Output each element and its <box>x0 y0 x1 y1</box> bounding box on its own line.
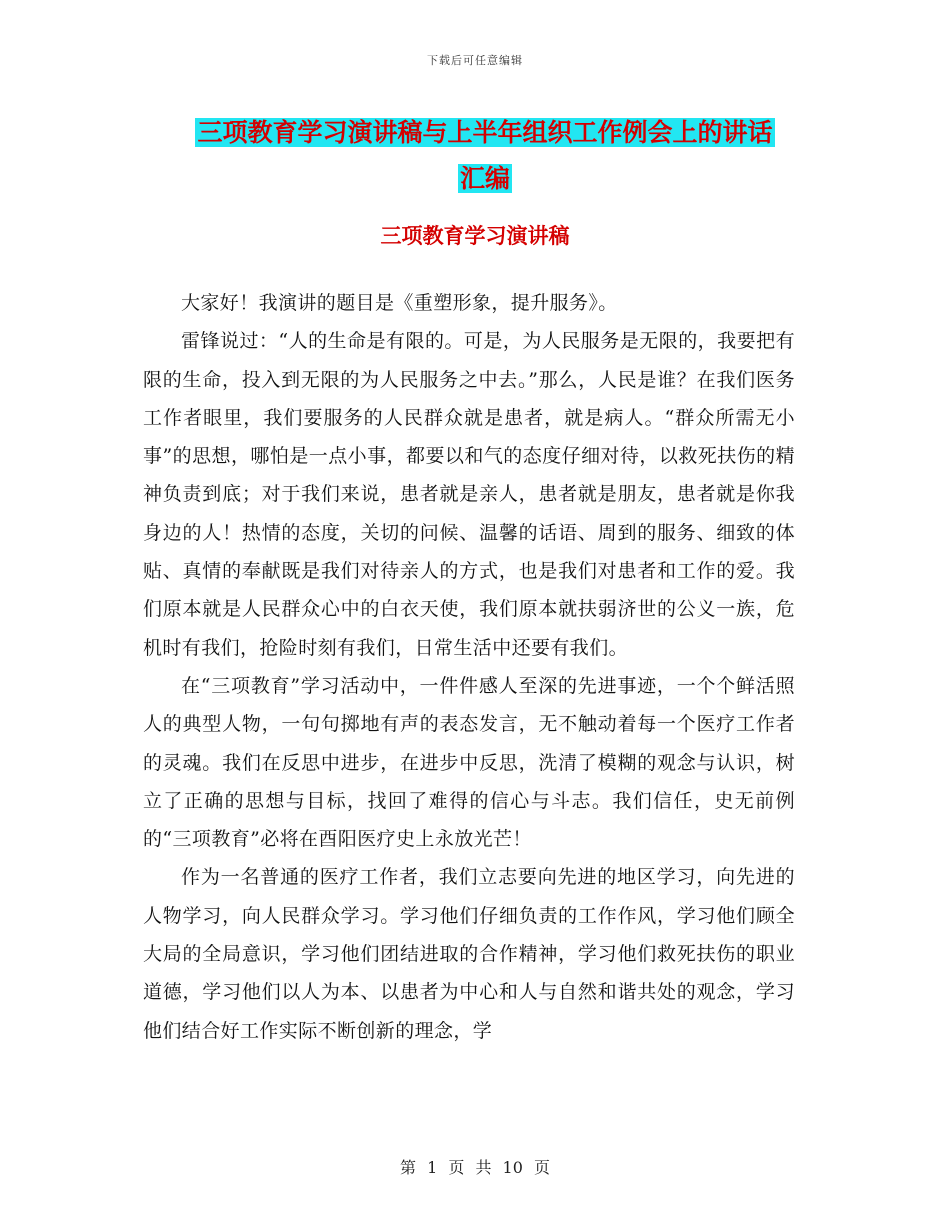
document-title-line-2: 汇编 <box>459 164 510 193</box>
paragraph-3: 在“三项教育”学习活动中，一件件感人至深的先进事迹，一个个鲜活照人的典型人物，一句句掷地有声的表态发言，无不触动着每一个医疗工作者的灵魂。我们在反思中进步，在进步中反思，洗清了模糊的观念与认识，树立了正确的思想与目标，找回了难得的信心与斗志。我们信任，史无前例的“三项教育”必将在酉阳医疗史上永放光芒！ <box>143 674 795 851</box>
document-title-line-1: 三项教育学习演讲稿与上半年组织工作例会上的讲话 <box>197 118 773 147</box>
section-title: 三项教育学习演讲稿 <box>380 224 570 248</box>
paragraph-1: 大家好！我演讲的题目是《重塑形象，提升服务》。 <box>181 292 618 314</box>
document-title <box>140 110 830 202</box>
paragraph-4: 作为一名普通的医疗工作者，我们立志要向先进的地区学习，向先进的人物学习，向人民群众学习。学习他们仔细负责的工作作风，学习他们顾全大局的全局意识，学习他们团结进取的合作精神，学习他们救死扶伤的职业道德，学习他们以人为本、以患者为中心和人与自然和谐共处的观念，学习他们结合好工作实际不断创新的理念，学 <box>143 866 795 1042</box>
body-text <box>143 284 795 1050</box>
header-note: 下载后可任意编辑 <box>427 54 523 67</box>
page-footer: 第 1 页 共 10 页 <box>400 1158 550 1177</box>
paragraph-2: 雷锋说过：“人的生命是有限的。可是，为人民服务是无限的，我要把有限的生命，投入到无限的为人民服务之中去。”那么，人民是谁？在我们医务工作者眼里，我们要服务的人民群众就是患者，就是病人。“群众所需无小事”的思想，哪怕是一点小事，都要以和气的态度仔细对待，以救死扶伤的精神负责到底；对于我们来说，患者就是亲人，患者就是朋友，患者就是你我身边的人！热情的态度，关切的问候、温馨的话语、周到的服务、细致的体贴、真情的奉献既是我们对待亲人的方式，也是我们对患者和工作的爱。我们原本就是人民群众心中的白衣天使，我们原本就扶弱济世的公义一族，危机时有我们，抢险时刻有我们，日常生活中还要有我们。 <box>143 330 795 659</box>
